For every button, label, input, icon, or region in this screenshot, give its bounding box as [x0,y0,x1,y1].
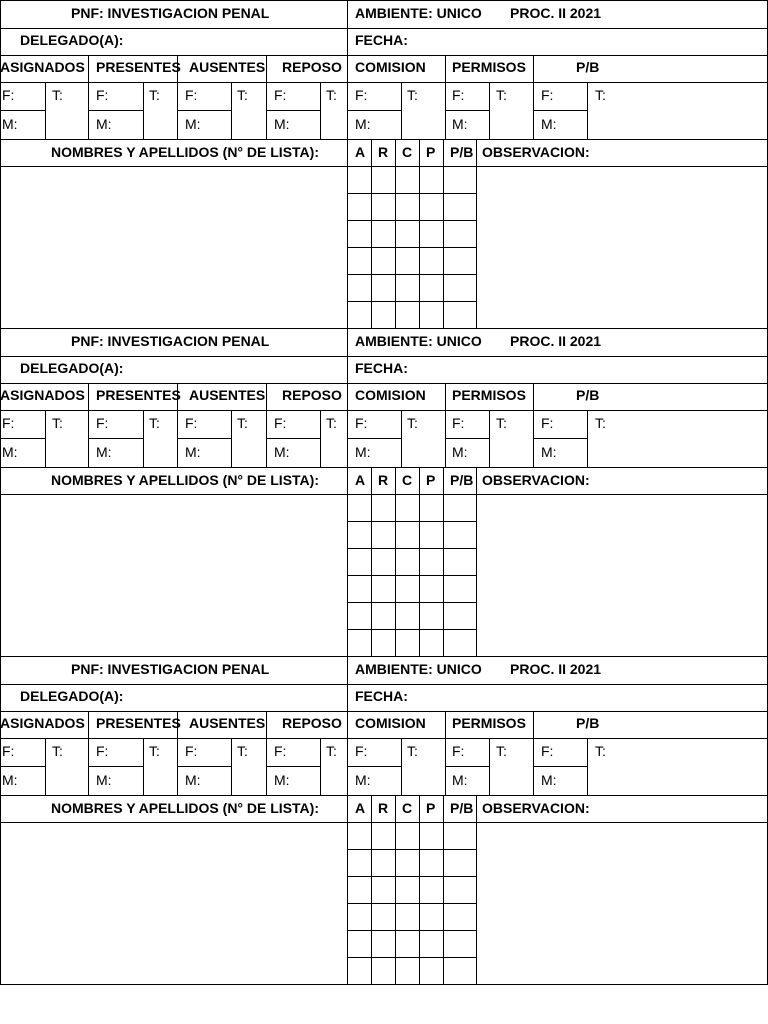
t-label: T: [52,415,63,431]
t-label: T: [52,743,63,759]
ambiente-label: AMBIENTE: UNICO [355,5,482,21]
pnf-title: PNF: INVESTIGACION PENAL [71,5,270,21]
grid-line [533,383,534,468]
grid-line [177,766,232,767]
m-label: M: [96,116,112,132]
grid-line [348,110,402,111]
f-label: F: [274,415,287,431]
delegado-label: DELEGADO(A): [20,688,124,704]
count-header: PERMISOS [452,387,526,403]
count-header: PERMISOS [452,59,526,75]
f-label: F: [452,743,465,759]
t-label: T: [595,87,606,103]
f-label: F: [541,743,554,759]
grid-line [347,602,477,603]
grid-line [0,711,768,712]
m-label: M: [541,444,557,460]
grid-line [587,738,588,796]
grid-line [0,795,768,796]
mark-header: A [355,800,366,816]
grid-line [0,110,46,111]
f-label: F: [274,87,287,103]
grid-line [443,467,444,657]
f-label: F: [452,87,465,103]
list-header: NOMBRES Y APELLIDOS (N° DE LISTA): [51,800,319,816]
observacion-label: OBSERVACION: [482,800,590,816]
grid-line [533,438,588,439]
grid-line [371,467,372,657]
m-label: M: [274,116,290,132]
m-label: M: [2,772,18,788]
grid-line [419,139,420,329]
f-label: F: [185,743,198,759]
grid-line [177,438,232,439]
grid-line [0,139,768,140]
fecha-label: FECHA: [355,688,408,704]
delegado-label: DELEGADO(A): [20,360,124,376]
grid-line [0,766,46,767]
grid-line [347,328,348,657]
count-header: COMISION [355,59,426,75]
m-label: M: [96,772,112,788]
grid-line [0,383,768,384]
grid-line [347,849,477,850]
f-label: F: [96,87,109,103]
m-label: M: [541,772,557,788]
grid-line [587,410,588,468]
mark-header: C [402,800,413,816]
grid-line [320,410,321,468]
grid-line [177,110,232,111]
grid-line [347,656,348,985]
grid-line [0,467,768,468]
grid-line [143,410,144,468]
pnf-title: PNF: INVESTIGACION PENAL [71,661,270,677]
f-label: F: [2,87,15,103]
t-label: T: [326,415,337,431]
grid-line [266,55,267,140]
mark-header: P/B [450,472,474,488]
count-header: P/B [576,387,600,403]
t-label: T: [407,415,418,431]
f-label: F: [541,415,554,431]
grid-line [0,656,768,657]
count-header: ASIGNADOS [0,387,85,403]
count-header: REPOSO [282,387,342,403]
t-label: T: [149,87,160,103]
grid-line [0,738,768,739]
grid-line [348,438,402,439]
delegado-label: DELEGADO(A): [20,32,124,48]
mark-header: P/B [450,144,474,160]
mark-header: P/B [450,800,474,816]
m-label: M: [185,772,201,788]
grid-line [347,903,477,904]
ambiente-label: AMBIENTE: UNICO [355,333,482,349]
grid-line [45,738,46,796]
grid-line [347,193,477,194]
m-label: M: [185,444,201,460]
pnf-title: PNF: INVESTIGACION PENAL [71,333,270,349]
fecha-label: FECHA: [355,32,408,48]
grid-line [445,766,490,767]
grid-line [0,328,1,657]
t-label: T: [237,415,248,431]
f-label: F: [355,415,368,431]
grid-line [401,82,402,140]
f-label: F: [96,415,109,431]
count-header: PRESENTES [96,715,181,731]
grid-line [0,494,768,495]
grid-line [320,738,321,796]
m-label: M: [96,444,112,460]
count-header: AUSENTES [189,715,266,731]
grid-line [371,795,372,985]
grid-line [533,110,588,111]
count-header: ASIGNADOS [0,59,85,75]
t-label: T: [407,743,418,759]
f-label: F: [2,415,15,431]
grid-line [143,738,144,796]
proc-label: PROC. II 2021 [510,5,602,21]
grid-line [0,0,1,329]
grid-line [0,438,46,439]
grid-line [0,356,768,357]
grid-line [266,711,267,796]
m-label: M: [355,116,371,132]
mark-header: R [378,472,389,488]
grid-line [371,139,372,329]
mark-header: R [378,800,389,816]
grid-line [489,82,490,140]
grid-line [443,139,444,329]
grid-line [445,383,446,468]
grid-line [445,438,490,439]
count-header: REPOSO [282,59,342,75]
mark-header: P [426,144,436,160]
grid-line [587,82,588,140]
mark-header: R [378,144,389,160]
t-label: T: [237,87,248,103]
grid-line [347,220,477,221]
grid-line [266,383,267,468]
grid-line [347,247,477,248]
grid-line [45,410,46,468]
proc-label: PROC. II 2021 [510,661,602,677]
grid-line [0,410,768,411]
m-label: M: [185,116,201,132]
grid-line [476,467,477,657]
grid-line [0,684,768,685]
fecha-label: FECHA: [355,360,408,376]
grid-line [0,0,768,1]
list-header: NOMBRES Y APELLIDOS (N° DE LISTA): [51,144,319,160]
count-header: COMISION [355,715,426,731]
count-header: REPOSO [282,715,342,731]
grid-line [88,438,144,439]
grid-line [476,139,477,329]
t-label: T: [326,87,337,103]
t-label: T: [595,743,606,759]
f-label: F: [2,743,15,759]
m-label: M: [274,444,290,460]
t-label: T: [496,415,507,431]
grid-line [0,656,1,985]
mark-header: C [402,472,413,488]
count-header: P/B [576,59,600,75]
list-header: NOMBRES Y APELLIDOS (N° DE LISTA): [51,472,319,488]
grid-line [533,711,534,796]
grid-line [533,55,534,140]
grid-line [395,139,396,329]
grid-line [347,629,477,630]
m-label: M: [355,772,371,788]
count-header: AUSENTES [189,59,266,75]
grid-line [347,301,477,302]
m-label: M: [452,444,468,460]
m-label: M: [2,444,18,460]
t-label: T: [237,743,248,759]
proc-label: PROC. II 2021 [510,333,602,349]
grid-line [88,383,89,468]
grid-line [266,438,321,439]
f-label: F: [355,87,368,103]
grid-line [0,28,768,29]
t-label: T: [52,87,63,103]
mark-header: A [355,472,366,488]
f-label: F: [274,743,287,759]
grid-line [0,166,768,167]
grid-line [143,82,144,140]
count-header: ASIGNADOS [0,715,85,731]
grid-line [401,738,402,796]
grid-line [0,82,768,83]
grid-line [347,0,348,329]
grid-line [348,766,402,767]
grid-line [401,410,402,468]
grid-line [320,82,321,140]
grid-line [445,55,446,140]
t-label: T: [407,87,418,103]
grid-line [266,110,321,111]
ambiente-label: AMBIENTE: UNICO [355,661,482,677]
grid-line [231,738,232,796]
m-label: M: [274,772,290,788]
mark-header: P [426,472,436,488]
f-label: F: [185,87,198,103]
grid-line [88,711,89,796]
grid-line [347,548,477,549]
grid-line [347,957,477,958]
grid-line [533,766,588,767]
count-header: PRESENTES [96,59,181,75]
f-label: F: [541,87,554,103]
mark-header: C [402,144,413,160]
grid-line [231,82,232,140]
grid-line [489,738,490,796]
count-header: PRESENTES [96,387,181,403]
m-label: M: [452,116,468,132]
grid-line [419,467,420,657]
grid-line [419,795,420,985]
t-label: T: [149,743,160,759]
mark-header: A [355,144,366,160]
grid-line [347,876,477,877]
grid-line [88,766,144,767]
grid-line [489,410,490,468]
grid-line [347,930,477,931]
grid-line [347,521,477,522]
observacion-label: OBSERVACION: [482,472,590,488]
m-label: M: [2,116,18,132]
grid-line [445,110,490,111]
grid-line [0,984,768,985]
grid-line [395,467,396,657]
grid-line [0,328,768,329]
t-label: T: [496,87,507,103]
grid-line [88,110,144,111]
m-label: M: [452,772,468,788]
grid-line [445,711,446,796]
count-header: PERMISOS [452,715,526,731]
f-label: F: [355,743,368,759]
t-label: T: [595,415,606,431]
t-label: T: [496,743,507,759]
grid-line [0,822,768,823]
observacion-label: OBSERVACION: [482,144,590,160]
count-header: P/B [576,715,600,731]
f-label: F: [452,415,465,431]
grid-line [266,766,321,767]
grid-line [395,795,396,985]
count-header: COMISION [355,387,426,403]
f-label: F: [96,743,109,759]
grid-line [347,575,477,576]
f-label: F: [185,415,198,431]
grid-line [347,274,477,275]
grid-line [443,795,444,985]
m-label: M: [355,444,371,460]
t-label: T: [149,415,160,431]
t-label: T: [326,743,337,759]
count-header: AUSENTES [189,387,266,403]
grid-line [88,55,89,140]
mark-header: P [426,800,436,816]
grid-line [45,82,46,140]
grid-line [0,55,768,56]
grid-line [231,410,232,468]
m-label: M: [541,116,557,132]
grid-line [476,795,477,985]
